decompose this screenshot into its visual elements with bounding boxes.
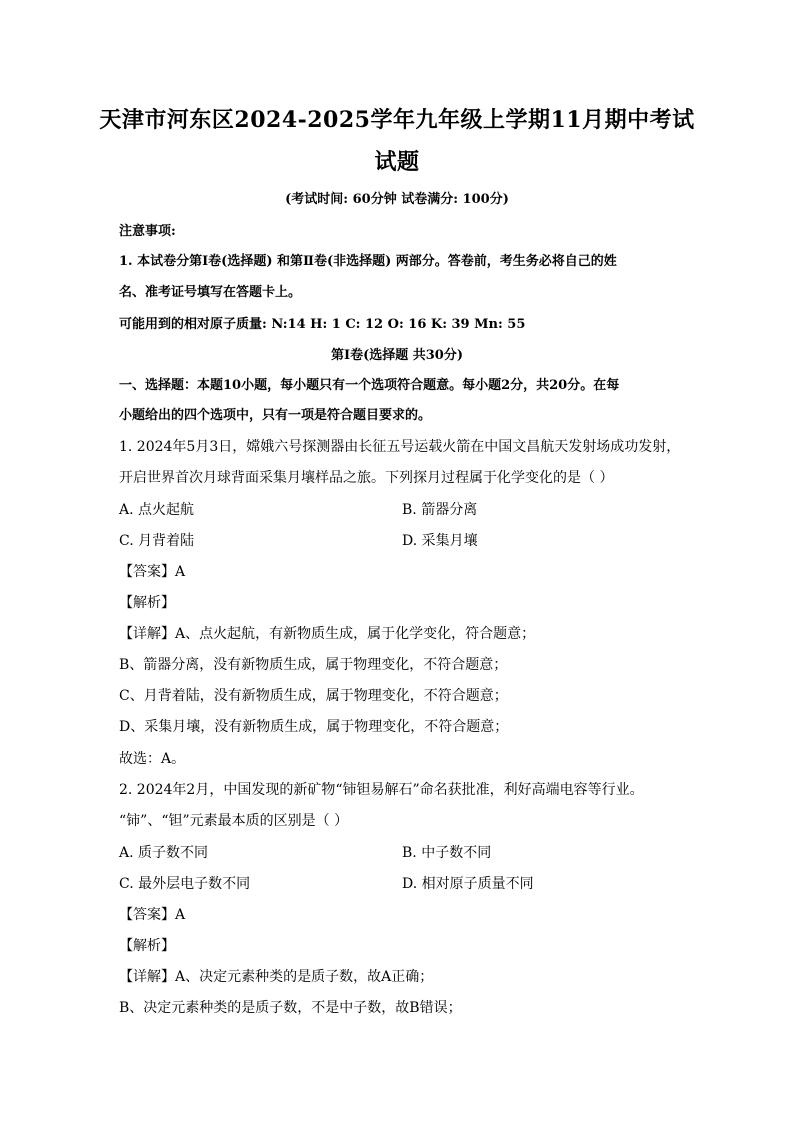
q2-analysis-label: 【解析】	[119, 938, 175, 954]
q2-option-d: D. 相对原子质量不同	[402, 876, 534, 892]
q2-stem: 2. 2024年2月，中国发现的新矿物“铈钽易解石”命名获批准，利好高端电容等行业。	[119, 782, 644, 798]
q1-conclusion: 故选：A。	[119, 751, 186, 767]
atomic-mass-line: 可能用到的相对原子质量: N:14 H: 1 C: 12 O: 16 K: 39 Mn: 55	[119, 317, 526, 332]
q2-options-row-1	[119, 842, 492, 862]
q1-option-d: D. 采集月壤	[402, 533, 478, 549]
q1-analysis-label: 【解析】	[119, 595, 175, 611]
q1-option-c: C. 月背着陆	[119, 533, 195, 549]
q1-option-b: B. 箭器分离	[402, 502, 478, 518]
part-one-title: 第Ⅰ卷(选择题 共30分)	[331, 348, 463, 363]
section-one-instructions-continued: 小题给出的四个选项中，只有一项是符合题目要求的。	[119, 408, 432, 423]
page-title-continued: 试题	[374, 149, 420, 175]
q2-option-a: A. 质子数不同	[119, 845, 209, 861]
q1-options-row-1	[119, 499, 478, 519]
q1-options-row-2	[119, 530, 478, 550]
notice-heading: 注意事项:	[119, 224, 176, 239]
page-title: 天津市河东区2024-2025学年九年级上学期11月期中考试	[99, 107, 695, 133]
q1-option-a: A. 点火起航	[119, 502, 195, 518]
q2-answer: 【答案】A	[119, 907, 186, 923]
q2-detail-1: 【详解】A、决定元素种类的是质子数，故A正确；	[119, 969, 434, 985]
q1-stem-continued: 开启世界首次月球背面采集月壤样品之旅。下列探月过程属于化学变化的是（ ）	[119, 470, 614, 486]
q1-answer: 【答案】A	[119, 564, 186, 580]
notice-item-1: 1. 本试卷分第Ⅰ卷(选择题) 和第Ⅱ卷(非选择题) 两部分。答卷前，考生务必将自己的姓	[119, 254, 617, 269]
q1-detail-4: D、采集月壤，没有新物质生成，属于物理变化，不符合题意；	[119, 719, 509, 735]
q2-option-c: C. 最外层电子数不同	[119, 876, 251, 892]
q2-options-row-2	[119, 873, 534, 893]
q2-stem-continued: “铈”、“钽”元素最本质的区别是（ ）	[119, 813, 349, 829]
q1-detail-3: C、月背着陆，没有新物质生成，属于物理变化，不符合题意；	[119, 688, 508, 704]
q1-detail-2: B、箭器分离，没有新物质生成，属于物理变化，不符合题意；	[119, 657, 508, 673]
q1-stem: 1. 2024年5月3日，嫦娥六号探测器由长征五号运载火箭在中国文昌航天发射场成功发射，	[119, 439, 681, 455]
q1-detail-1: 【详解】A、点火起航，有新物质生成，属于化学变化，符合题意；	[119, 626, 536, 642]
notice-item-1-continued: 名、准考证号填写在答题卡上。	[119, 285, 302, 300]
section-one-instructions: 一、选择题：本题10小题，每小题只有一个选项符合题意。每小题2分，共20分。在每	[119, 378, 620, 393]
q2-option-b: B. 中子数不同	[402, 845, 492, 861]
q2-detail-2: B、决定元素种类的是质子数，不是中子数，故B错误；	[119, 1000, 462, 1016]
exam-info: (考试时间: 60分钟 试卷满分: 100分)	[285, 192, 509, 207]
